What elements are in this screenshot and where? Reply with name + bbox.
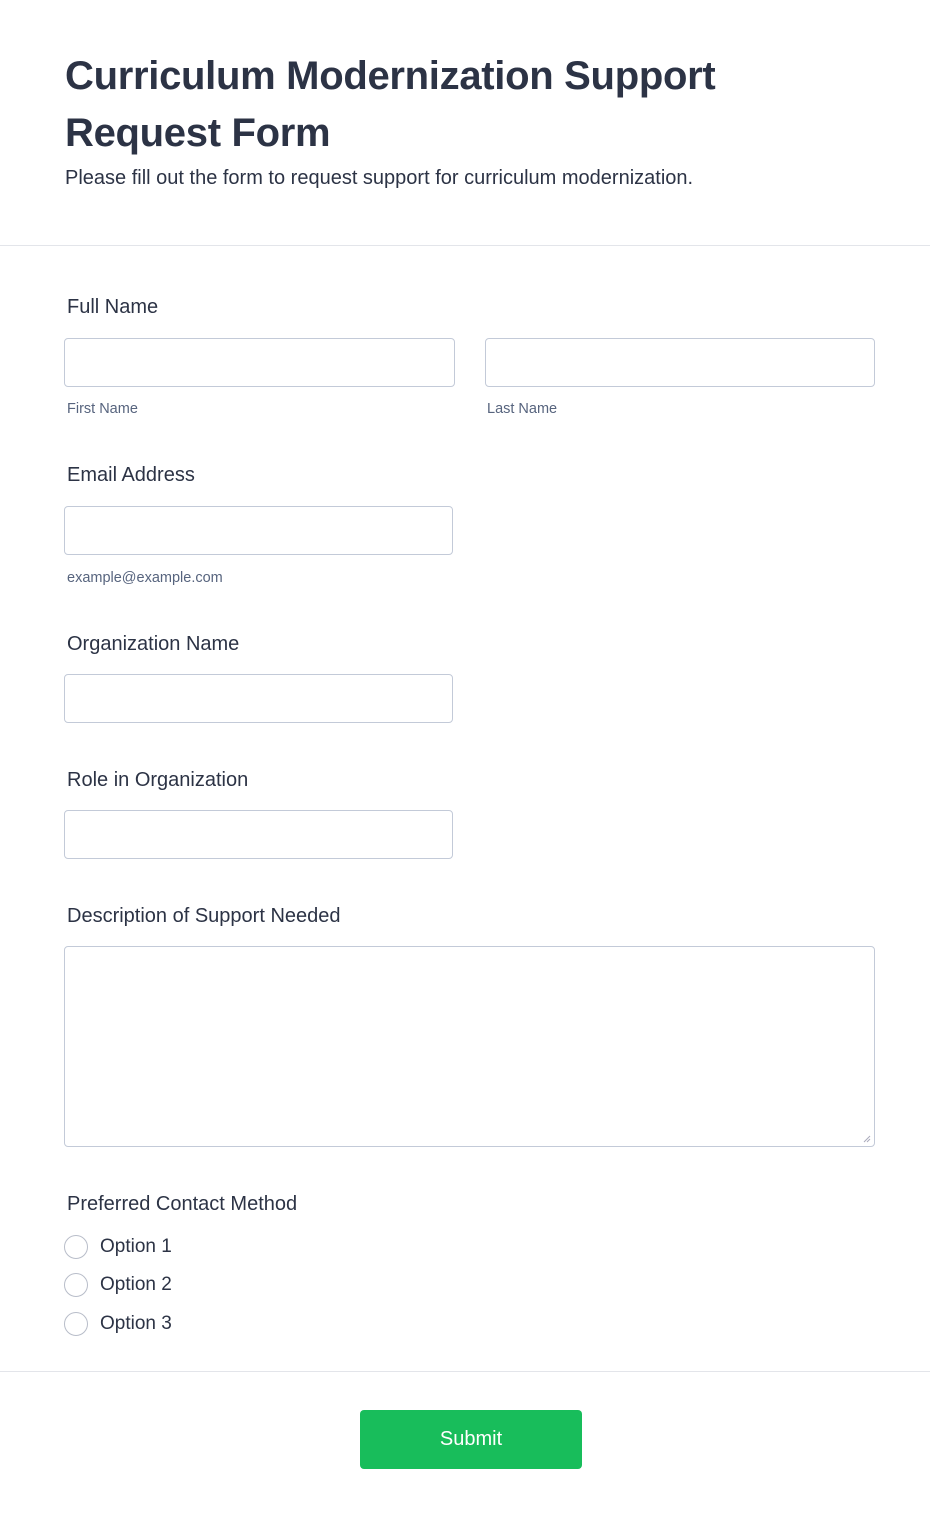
full-name-label: Full Name <box>67 296 159 318</box>
contact-option-1[interactable] <box>64 1235 172 1259</box>
role-input[interactable] <box>64 810 453 859</box>
header-divider <box>0 245 930 246</box>
email-label: Email Address <box>67 464 195 486</box>
description-label: Description of Support Needed <box>67 905 341 927</box>
email-sublabel: example@example.com <box>67 570 223 586</box>
organization-input[interactable] <box>64 674 453 723</box>
option-label: Option 1 <box>100 1236 172 1257</box>
radio-button[interactable] <box>64 1273 88 1297</box>
contact-option-3[interactable] <box>64 1312 172 1336</box>
radio-button[interactable] <box>64 1235 88 1259</box>
footer-divider <box>0 1371 930 1372</box>
resize-grip-icon[interactable] <box>863 1135 871 1143</box>
option-label: Option 2 <box>100 1274 172 1295</box>
option-label: Option 3 <box>100 1313 172 1334</box>
form-subtitle: Please fill out the form to request support for curriculum modernization. <box>65 167 694 189</box>
first-name-input[interactable] <box>64 338 455 387</box>
contact-method-label: Preferred Contact Method <box>67 1193 298 1215</box>
last-name-sublabel: Last Name <box>487 401 558 417</box>
radio-button[interactable] <box>64 1312 88 1336</box>
role-label: Role in Organization <box>67 769 249 791</box>
form-title: Curriculum Modernization Support Request Form <box>65 54 716 155</box>
description-textarea[interactable] <box>64 946 875 1147</box>
contact-option-2[interactable] <box>64 1273 172 1297</box>
last-name-input[interactable] <box>485 338 875 387</box>
submit-button[interactable]: Submit <box>360 1410 582 1469</box>
first-name-sublabel: First Name <box>67 401 138 417</box>
email-input[interactable] <box>64 506 453 555</box>
organization-label: Organization Name <box>67 633 240 655</box>
